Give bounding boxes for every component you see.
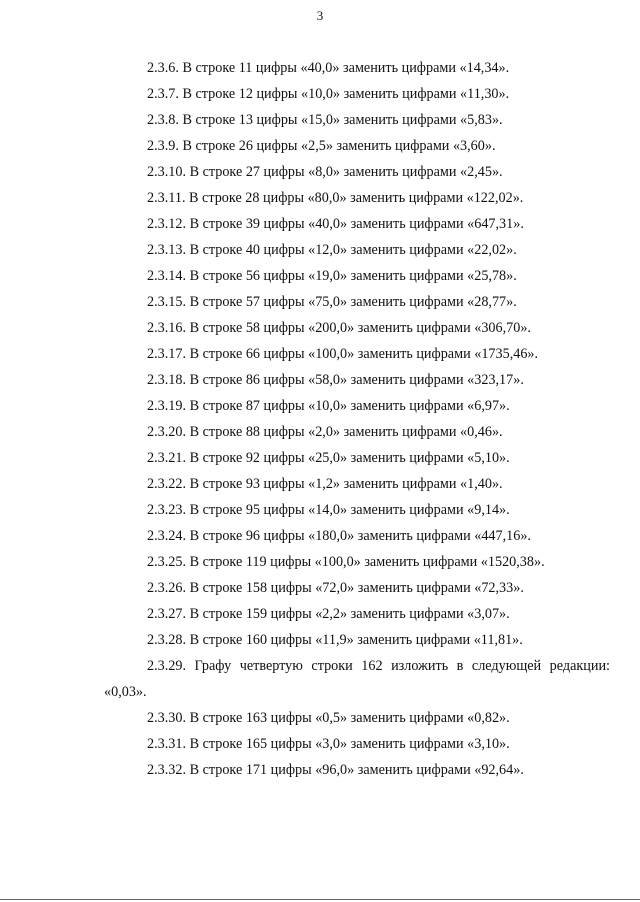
paragraph-2-3-22: 2.3.22. В строке 93 цифры «1,2» заменить цифрами «1,40».	[147, 476, 503, 492]
paragraph-2-3-23: 2.3.23. В строке 95 цифры «14,0» заменить цифрами «9,14».	[147, 502, 510, 518]
paragraph-2-3-30: 2.3.30. В строке 163 цифры «0,5» заменить цифрами «0,82».	[147, 710, 510, 726]
footer-rule	[0, 899, 640, 900]
paragraph-2-3-24: 2.3.24. В строке 96 цифры «180,0» заменить цифрами «447,16».	[147, 528, 531, 544]
paragraph-2-3-19: 2.3.19. В строке 87 цифры «10,0» заменить цифрами «6,97».	[147, 398, 510, 414]
paragraph-2-3-6: 2.3.6. В строке 11 цифры «40,0» заменить цифрами «14,34».	[147, 60, 510, 76]
paragraph-2-3-18: 2.3.18. В строке 86 цифры «58,0» заменить цифрами «323,17».	[147, 372, 524, 388]
paragraph-2-3-9: 2.3.9. В строке 26 цифры «2,5» заменить цифрами «3,60».	[147, 138, 496, 154]
paragraph-2-3-8: 2.3.8. В строке 13 цифры «15,0» заменить цифрами «5,83».	[147, 112, 503, 128]
paragraph-2-3-16: 2.3.16. В строке 58 цифры «200,0» заменить цифрами «306,70».	[147, 320, 531, 336]
paragraph-2-3-29: 2.3.29. Графу четвертую строки 162 изложить в следующей редакции: «0,03».	[104, 658, 610, 700]
document-body	[104, 55, 610, 783]
paragraph-2-3-10: 2.3.10. В строке 27 цифры «8,0» заменить цифрами «2,45».	[147, 164, 503, 180]
paragraph-2-3-31: 2.3.31. В строке 165 цифры «3,0» заменить цифрами «3,10».	[147, 736, 510, 752]
paragraph-2-3-11: 2.3.11. В строке 28 цифры «80,0» заменить цифрами «122,02».	[147, 190, 524, 206]
paragraph-2-3-26: 2.3.26. В строке 158 цифры «72,0» заменить цифрами «72,33».	[147, 580, 524, 596]
paragraph-2-3-28: 2.3.28. В строке 160 цифры «11,9» заменить цифрами «11,81».	[147, 632, 523, 648]
paragraph-2-3-13: 2.3.13. В строке 40 цифры «12,0» заменить цифрами «22,02».	[147, 242, 517, 258]
paragraph-2-3-27: 2.3.27. В строке 159 цифры «2,2» заменить цифрами «3,07».	[147, 606, 510, 622]
paragraph-2-3-17: 2.3.17. В строке 66 цифры «100,0» заменить цифрами «1735,46».	[147, 346, 539, 362]
paragraph-2-3-15: 2.3.15. В строке 57 цифры «75,0» заменить цифрами «28,77».	[147, 294, 517, 310]
paragraph-2-3-21: 2.3.21. В строке 92 цифры «25,0» заменить цифрами «5,10».	[147, 450, 510, 466]
paragraph-2-3-14: 2.3.14. В строке 56 цифры «19,0» заменить цифрами «25,78».	[147, 268, 517, 284]
page-number: 3	[316, 8, 324, 23]
paragraph-2-3-25: 2.3.25. В строке 119 цифры «100,0» заменить цифрами «1520,38».	[147, 554, 545, 570]
paragraph-2-3-20: 2.3.20. В строке 88 цифры «2,0» заменить цифрами «0,46».	[147, 424, 503, 440]
paragraph-2-3-12: 2.3.12. В строке 39 цифры «40,0» заменить цифрами «647,31».	[147, 216, 524, 232]
paragraph-2-3-32: 2.3.32. В строке 171 цифры «96,0» заменить цифрами «92,64».	[147, 762, 524, 778]
paragraph-2-3-7: 2.3.7. В строке 12 цифры «10,0» заменить цифрами «11,30».	[147, 86, 510, 102]
